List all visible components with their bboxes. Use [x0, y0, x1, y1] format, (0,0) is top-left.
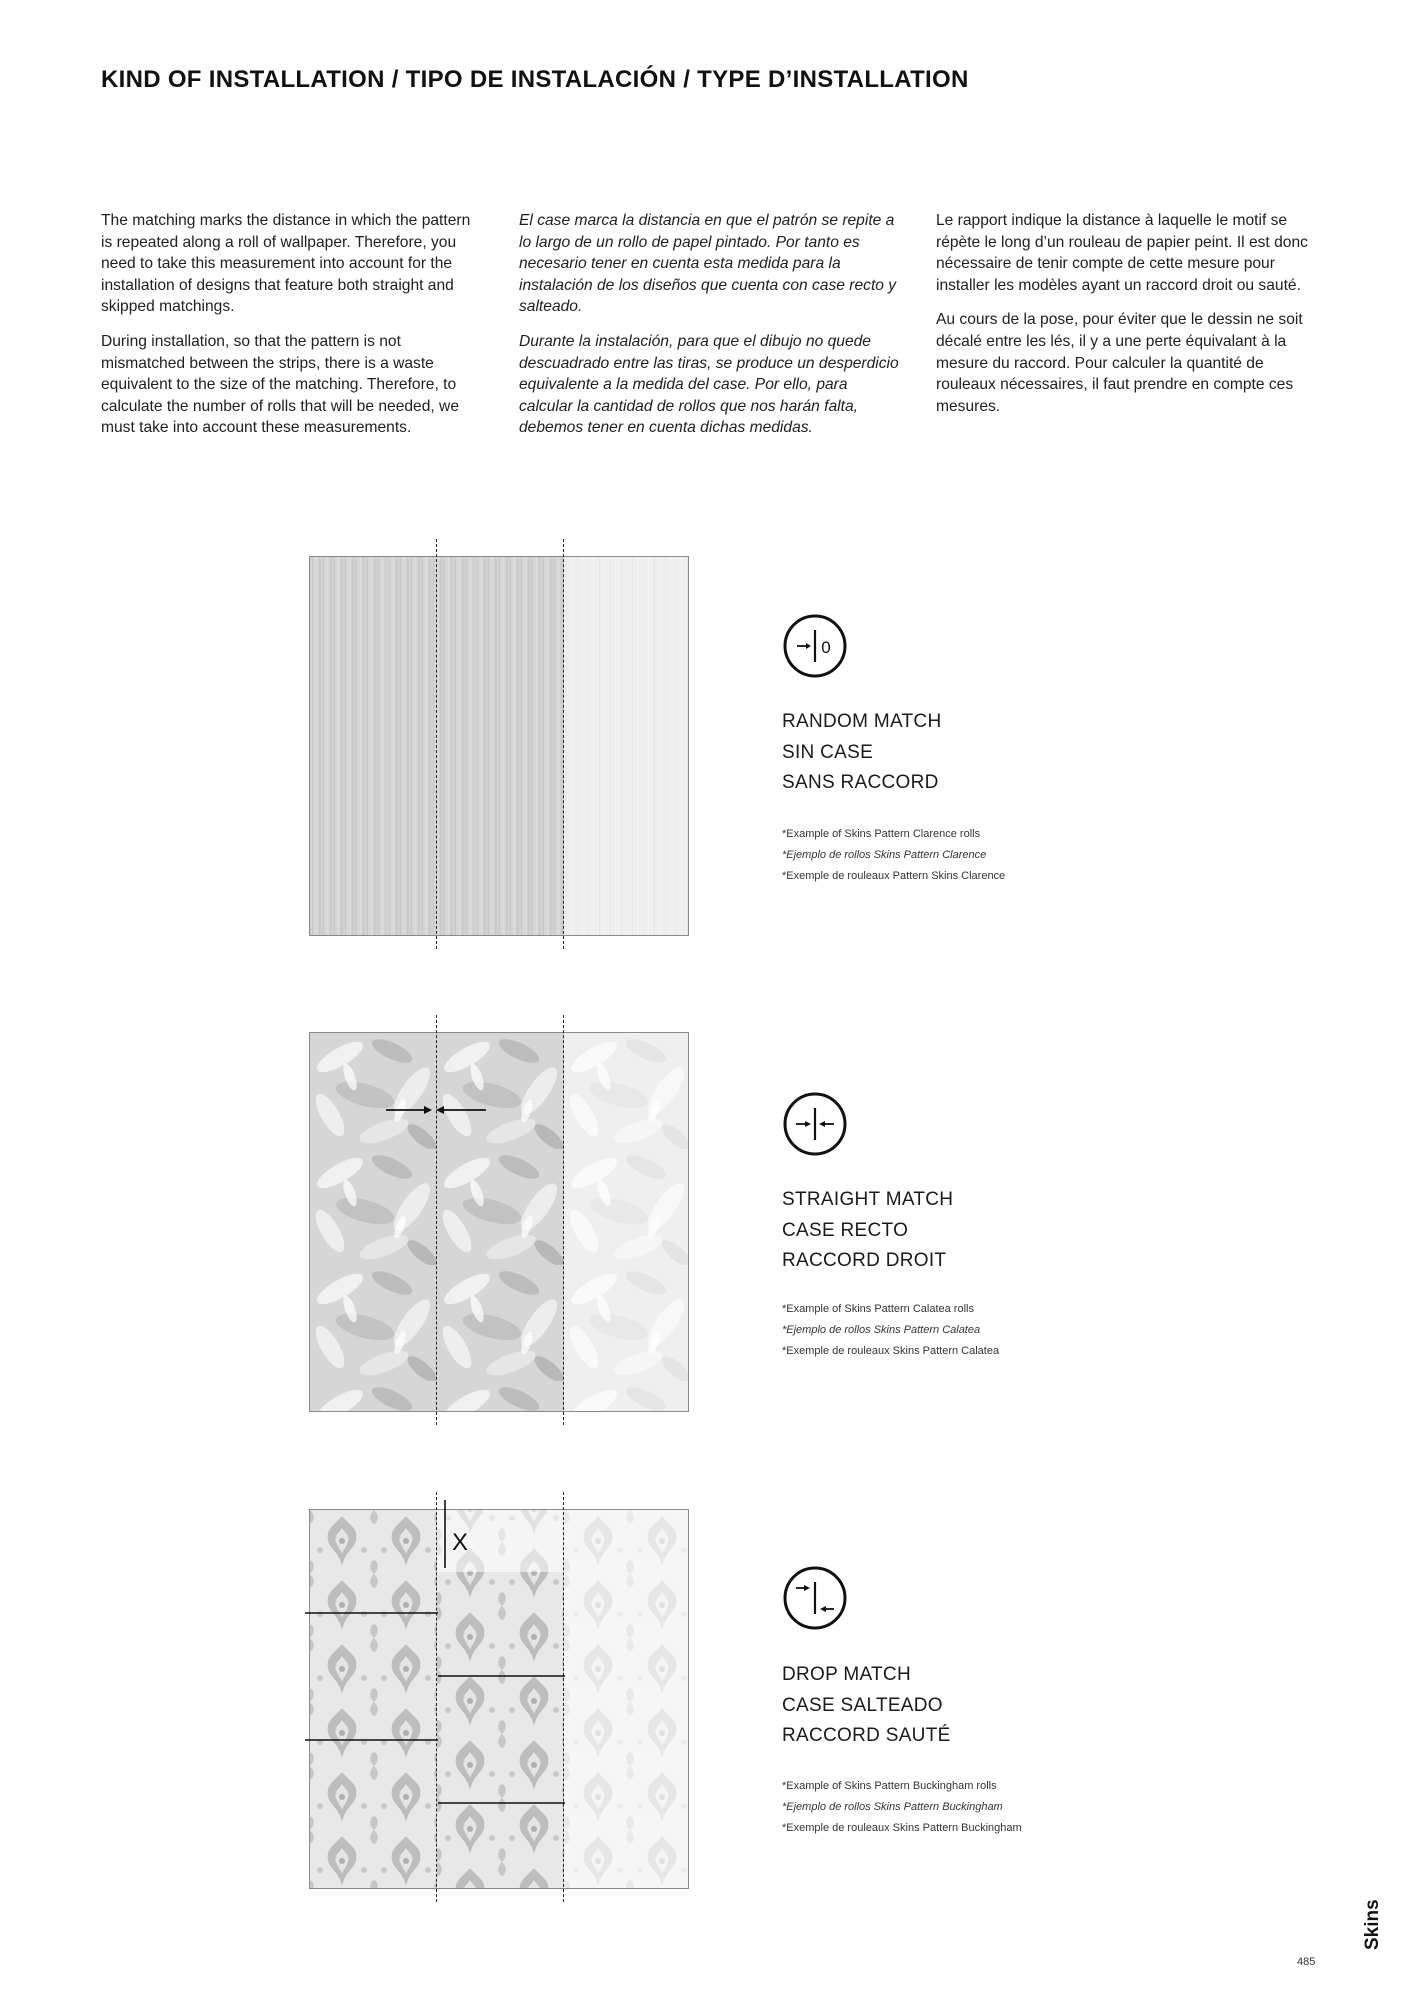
drop-match-labels — [782, 1660, 951, 1752]
random-match-icon — [782, 613, 848, 684]
random-match-icon-text: 0 — [821, 638, 831, 657]
note-fr: *Exemple de rouleaux Pattern Skins Clarence — [782, 870, 1006, 882]
drop-match-notes — [782, 1776, 1022, 1839]
match-label-es: CASE RECTO — [782, 1219, 909, 1241]
match-label-en: RANDOM MATCH — [782, 711, 942, 732]
match-label-fr: SANS RACCORD — [782, 772, 939, 793]
random-match-roll-texture — [310, 557, 689, 936]
matching-arrows-icon — [386, 1100, 486, 1125]
straight-match-notes — [782, 1299, 999, 1362]
intro-spanish — [519, 210, 899, 452]
match-label-en: STRAIGHT MATCH — [782, 1189, 954, 1210]
note-es: *Ejemplo de rollos Skins Pattern Buckingham — [782, 1801, 1003, 1813]
roll-seam-line — [436, 539, 437, 949]
page-number: 485 — [1297, 1956, 1316, 1968]
intro-english — [101, 210, 481, 452]
drop-offset-label: X — [452, 1529, 469, 1556]
intro-fr-paragraph-1: Le rapport indique la distance à laquelle le motif se répète le long d’un rouleau de papier peint. Il est donc nécessaire de tenir compte de cette mesure pour installer les modèles ayant un raccord droit ou sauté. — [936, 212, 1308, 294]
straight-match-icon — [782, 1091, 848, 1162]
match-label-fr: RACCORD SAUTÉ — [782, 1725, 951, 1746]
match-label-es: SIN CASE — [782, 741, 874, 763]
note-en: *Example of Skins Pattern Clarence rolls — [782, 828, 981, 840]
note-fr: *Exemple de rouleaux Skins Pattern Buckingham — [782, 1822, 1022, 1834]
random-match-labels — [782, 707, 941, 799]
straight-match-labels — [782, 1185, 953, 1277]
random-match-notes — [782, 824, 1005, 887]
note-en: *Example of Skins Pattern Buckingham rolls — [782, 1780, 997, 1792]
note-en: *Example of Skins Pattern Calatea rolls — [782, 1303, 974, 1315]
note-es: *Ejemplo de rollos Skins Pattern Clarence — [782, 849, 987, 861]
intro-french — [936, 210, 1316, 430]
straight-match-rolls-illustration — [309, 1032, 689, 1412]
match-label-es: CASE SALTEADO — [782, 1694, 943, 1716]
intro-en-paragraph-2: During installation, so that the pattern is not mismatched between the strips, there is a waste equivalent to the size of the matching. Therefore, to calculate the number of rolls that will be needed, we must take into account these measurements. — [101, 332, 459, 437]
note-fr: *Exemple de rouleaux Skins Pattern Calatea — [782, 1345, 1000, 1357]
roll-seam-line — [563, 1015, 564, 1425]
page-title: KIND OF INSTALLATION / TIPO DE INSTALACIÓN / TYPE D’INSTALLATION — [101, 66, 969, 93]
roll-seam-line — [563, 539, 564, 949]
intro-es-paragraph-2: Durante la instalación, para que el dibujo no quede descuadrado entre las tiras, se produce un desperdicio equivalente a la medida del case. Por ello, para calcular la cantidad de rollos que nos harán falta, debemos tener en cuenta dichas medidas. — [519, 332, 899, 437]
note-es: *Ejemplo de rollos Skins Pattern Calatea — [782, 1324, 981, 1336]
random-match-rolls-illustration — [309, 556, 689, 936]
drop-match-icon — [782, 1565, 848, 1636]
roll-seam-line — [436, 1015, 437, 1425]
intro-es-paragraph-1: El case marca la distancia en que el patrón se repite a lo largo de un rollo de papel pintado. Por tanto es necesario tener en cuenta esta medida para la instalación de los diseños que cuenta con case recto y salteado. — [519, 212, 897, 316]
brand-label: Skins — [1362, 1899, 1383, 1950]
straight-match-roll-texture — [310, 1033, 689, 1412]
intro-fr-paragraph-2: Au cours de la pose, pour éviter que le dessin ne soit décalé entre les lés, il y a une perte équivalant à la mesure du raccord. Pour calculer la quantité de rouleaux nécessaires, il faut prendre en compte ces mesures. — [936, 311, 1303, 415]
match-label-fr: RACCORD DROIT — [782, 1250, 947, 1271]
match-label-en: DROP MATCH — [782, 1664, 911, 1685]
intro-en-paragraph-1: The matching marks the distance in which the pattern is repeated along a roll of wallpaper. Therefore, you need to take this measurement into account for the installation of designs that feature both straight and skipped matchings. — [101, 212, 471, 316]
drop-offset-guides — [305, 1500, 575, 1845]
